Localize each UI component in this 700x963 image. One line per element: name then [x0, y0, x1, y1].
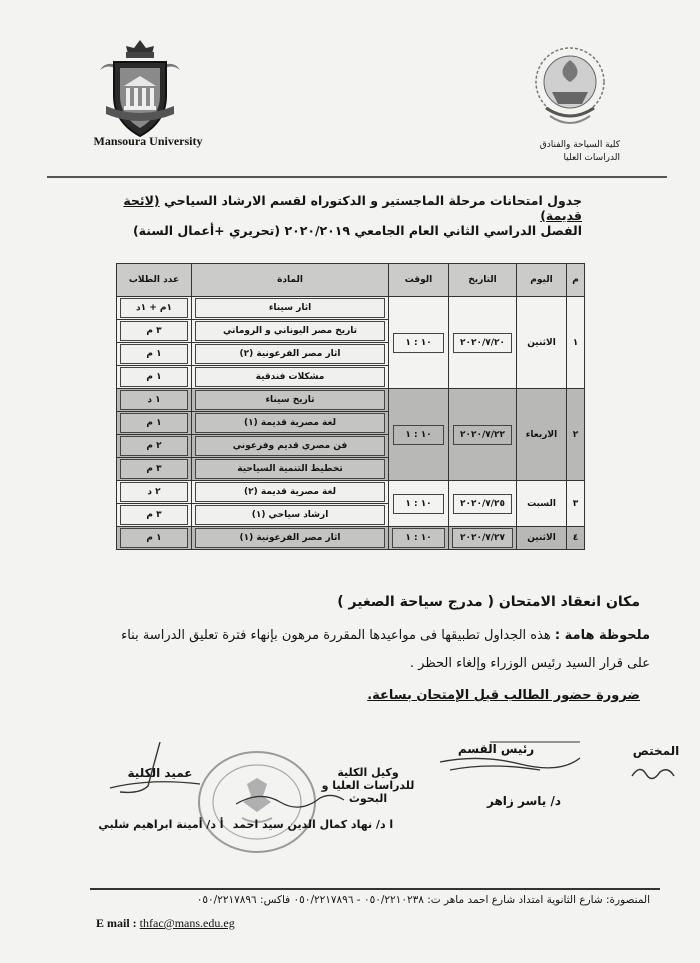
row-date: ٢٠٢٠/٧/٢٢	[449, 389, 517, 481]
footer-divider	[90, 888, 660, 890]
row-time: ١٠ : ١	[389, 527, 449, 550]
row-students: ٢ م	[117, 435, 192, 458]
header-day: اليوم	[517, 264, 567, 297]
dean-name: أ د/ أمينة ابراهيم شلبي	[98, 818, 224, 831]
vice-dean-title: وكيل الكلية للدراسات العليا و البحوث	[321, 766, 415, 805]
row-subject: تاريخ مصر اليوناني و الروماني	[192, 320, 389, 343]
row-time: ١٠ : ١	[389, 481, 449, 527]
row-subject: اثار مصر الفرعونية (١)	[192, 527, 389, 550]
schedule-title	[110, 193, 582, 223]
row-students: ٣ م	[117, 458, 192, 481]
faculty-logo	[530, 42, 610, 130]
header-time: الوقت	[389, 264, 449, 297]
footer-address: المنصورة: شارع الثانوية امتداد شارع احمد ماهر ت: ٠٥٠/٢٢١٠٢٣٨ - ٠٥٠/٢٢١٧٨٩٦ فاكس: ٠٥٠/٢٢١٧٨٩٦	[196, 894, 650, 906]
email-label: E mail :	[96, 916, 140, 930]
row-num: ٣	[567, 481, 585, 527]
row-num: ٢	[567, 389, 585, 481]
header-divider	[47, 176, 667, 178]
important-note-text: هذه الجداول تطبيقها فى مواعيدها المقررة مرهون بإنهاء فترة تعليق الدراسة بناء	[121, 628, 555, 643]
row-students: ١م + ١د	[117, 297, 192, 320]
row-day: الاثنين	[517, 297, 567, 389]
row-subject: اثار مصر الفرعونية (٢)	[192, 343, 389, 366]
email-link[interactable]: thfac@mans.edu.eg	[139, 916, 235, 930]
faculty-department: الدراسات العليا	[563, 153, 620, 163]
table-row	[117, 481, 585, 504]
dean-signature	[100, 738, 210, 798]
university-name: Mansoura University	[93, 134, 203, 148]
row-students: ١ د	[117, 389, 192, 412]
table-header-row	[117, 264, 585, 297]
row-students: ١ م	[117, 527, 192, 550]
row-subject: اثار سيناء	[192, 297, 389, 320]
row-date: ٢٠٢٠/٧/٢٥	[449, 481, 517, 527]
vice-dean-signature	[230, 784, 350, 814]
row-date: ٢٠٢٠/٧/٢٠	[449, 297, 517, 389]
schedule-title-main: جدول امتحانات مرحلة الماجستير و الدكتوراه لقسم الارشاد السياحي	[159, 193, 582, 208]
dept-head-name: د/ ياسر زاهر	[487, 794, 561, 808]
row-date: ٢٠٢٠/٧/٢٧	[449, 527, 517, 550]
mansoura-university-logo	[92, 36, 188, 140]
row-day: الاربعاء	[517, 389, 567, 481]
exam-schedule-table	[116, 263, 585, 550]
vice-dean-name: ا د/ نهاد كمال الدين سيد احمد	[232, 818, 394, 831]
row-time: ١٠ : ١	[389, 389, 449, 481]
row-day: السبت	[517, 481, 567, 527]
schedule-subtitle: الفصل الدراسي الثاني العام الجامعي ٢٠٢٠/٢٠١٩ (تحريري +أعمال السنة)	[132, 223, 582, 238]
important-note-label: ملحوظة هامة :	[554, 628, 650, 643]
row-subject: فن مصري قديم وفرعوني	[192, 435, 389, 458]
header-subject: المادة	[192, 264, 389, 297]
dept-head-signature	[430, 734, 590, 778]
dean-title: عميد الكلية	[127, 766, 193, 780]
row-students: ١ م	[117, 366, 192, 389]
row-students: ١ م	[117, 412, 192, 435]
specialist-signature	[628, 760, 680, 784]
table-row	[117, 389, 585, 412]
important-note-continued: على قرار السيد رئيس الوزراء وإلغاء الحظر .	[409, 656, 650, 671]
footer-email	[96, 916, 235, 931]
important-note	[30, 628, 650, 643]
row-time: ١٠ : ١	[389, 297, 449, 389]
faculty-name: كلية السياحة والفنادق	[539, 140, 620, 150]
specialist-title: المختص	[632, 744, 680, 758]
row-subject: ارشاد سياحي (١)	[192, 504, 389, 527]
dept-head-title: رئيس القسم	[457, 742, 535, 756]
row-students: ٢ د	[117, 481, 192, 504]
row-num: ٤	[567, 527, 585, 550]
table-row	[117, 527, 585, 550]
row-subject: تخطيط التنمية السياحية	[192, 458, 389, 481]
row-subject: لغة مصرية قديمة (٢)	[192, 481, 389, 504]
row-num: ١	[567, 297, 585, 389]
row-students: ١ م	[117, 343, 192, 366]
header-students: عدد الطلاب	[117, 264, 192, 297]
exam-place: مكان انعقاد الامتحان ( مدرج سياحة الصغير )	[337, 594, 640, 610]
row-subject: مشكلات فندقية	[192, 366, 389, 389]
row-subject: لغة مصرية قديمة (١)	[192, 412, 389, 435]
schedule-title-regulation: (لائحة قديمة)	[123, 193, 582, 223]
row-students: ٣ م	[117, 320, 192, 343]
table-row	[117, 297, 585, 320]
header-num: م	[567, 264, 585, 297]
row-day: الاثنين	[517, 527, 567, 550]
header-date: التاريخ	[449, 264, 517, 297]
row-subject: تاريخ سيناء	[192, 389, 389, 412]
attendance-note: ضرورة حضور الطالب قبل الإمتحان بساعة.	[367, 688, 640, 703]
row-students: ٣ م	[117, 504, 192, 527]
